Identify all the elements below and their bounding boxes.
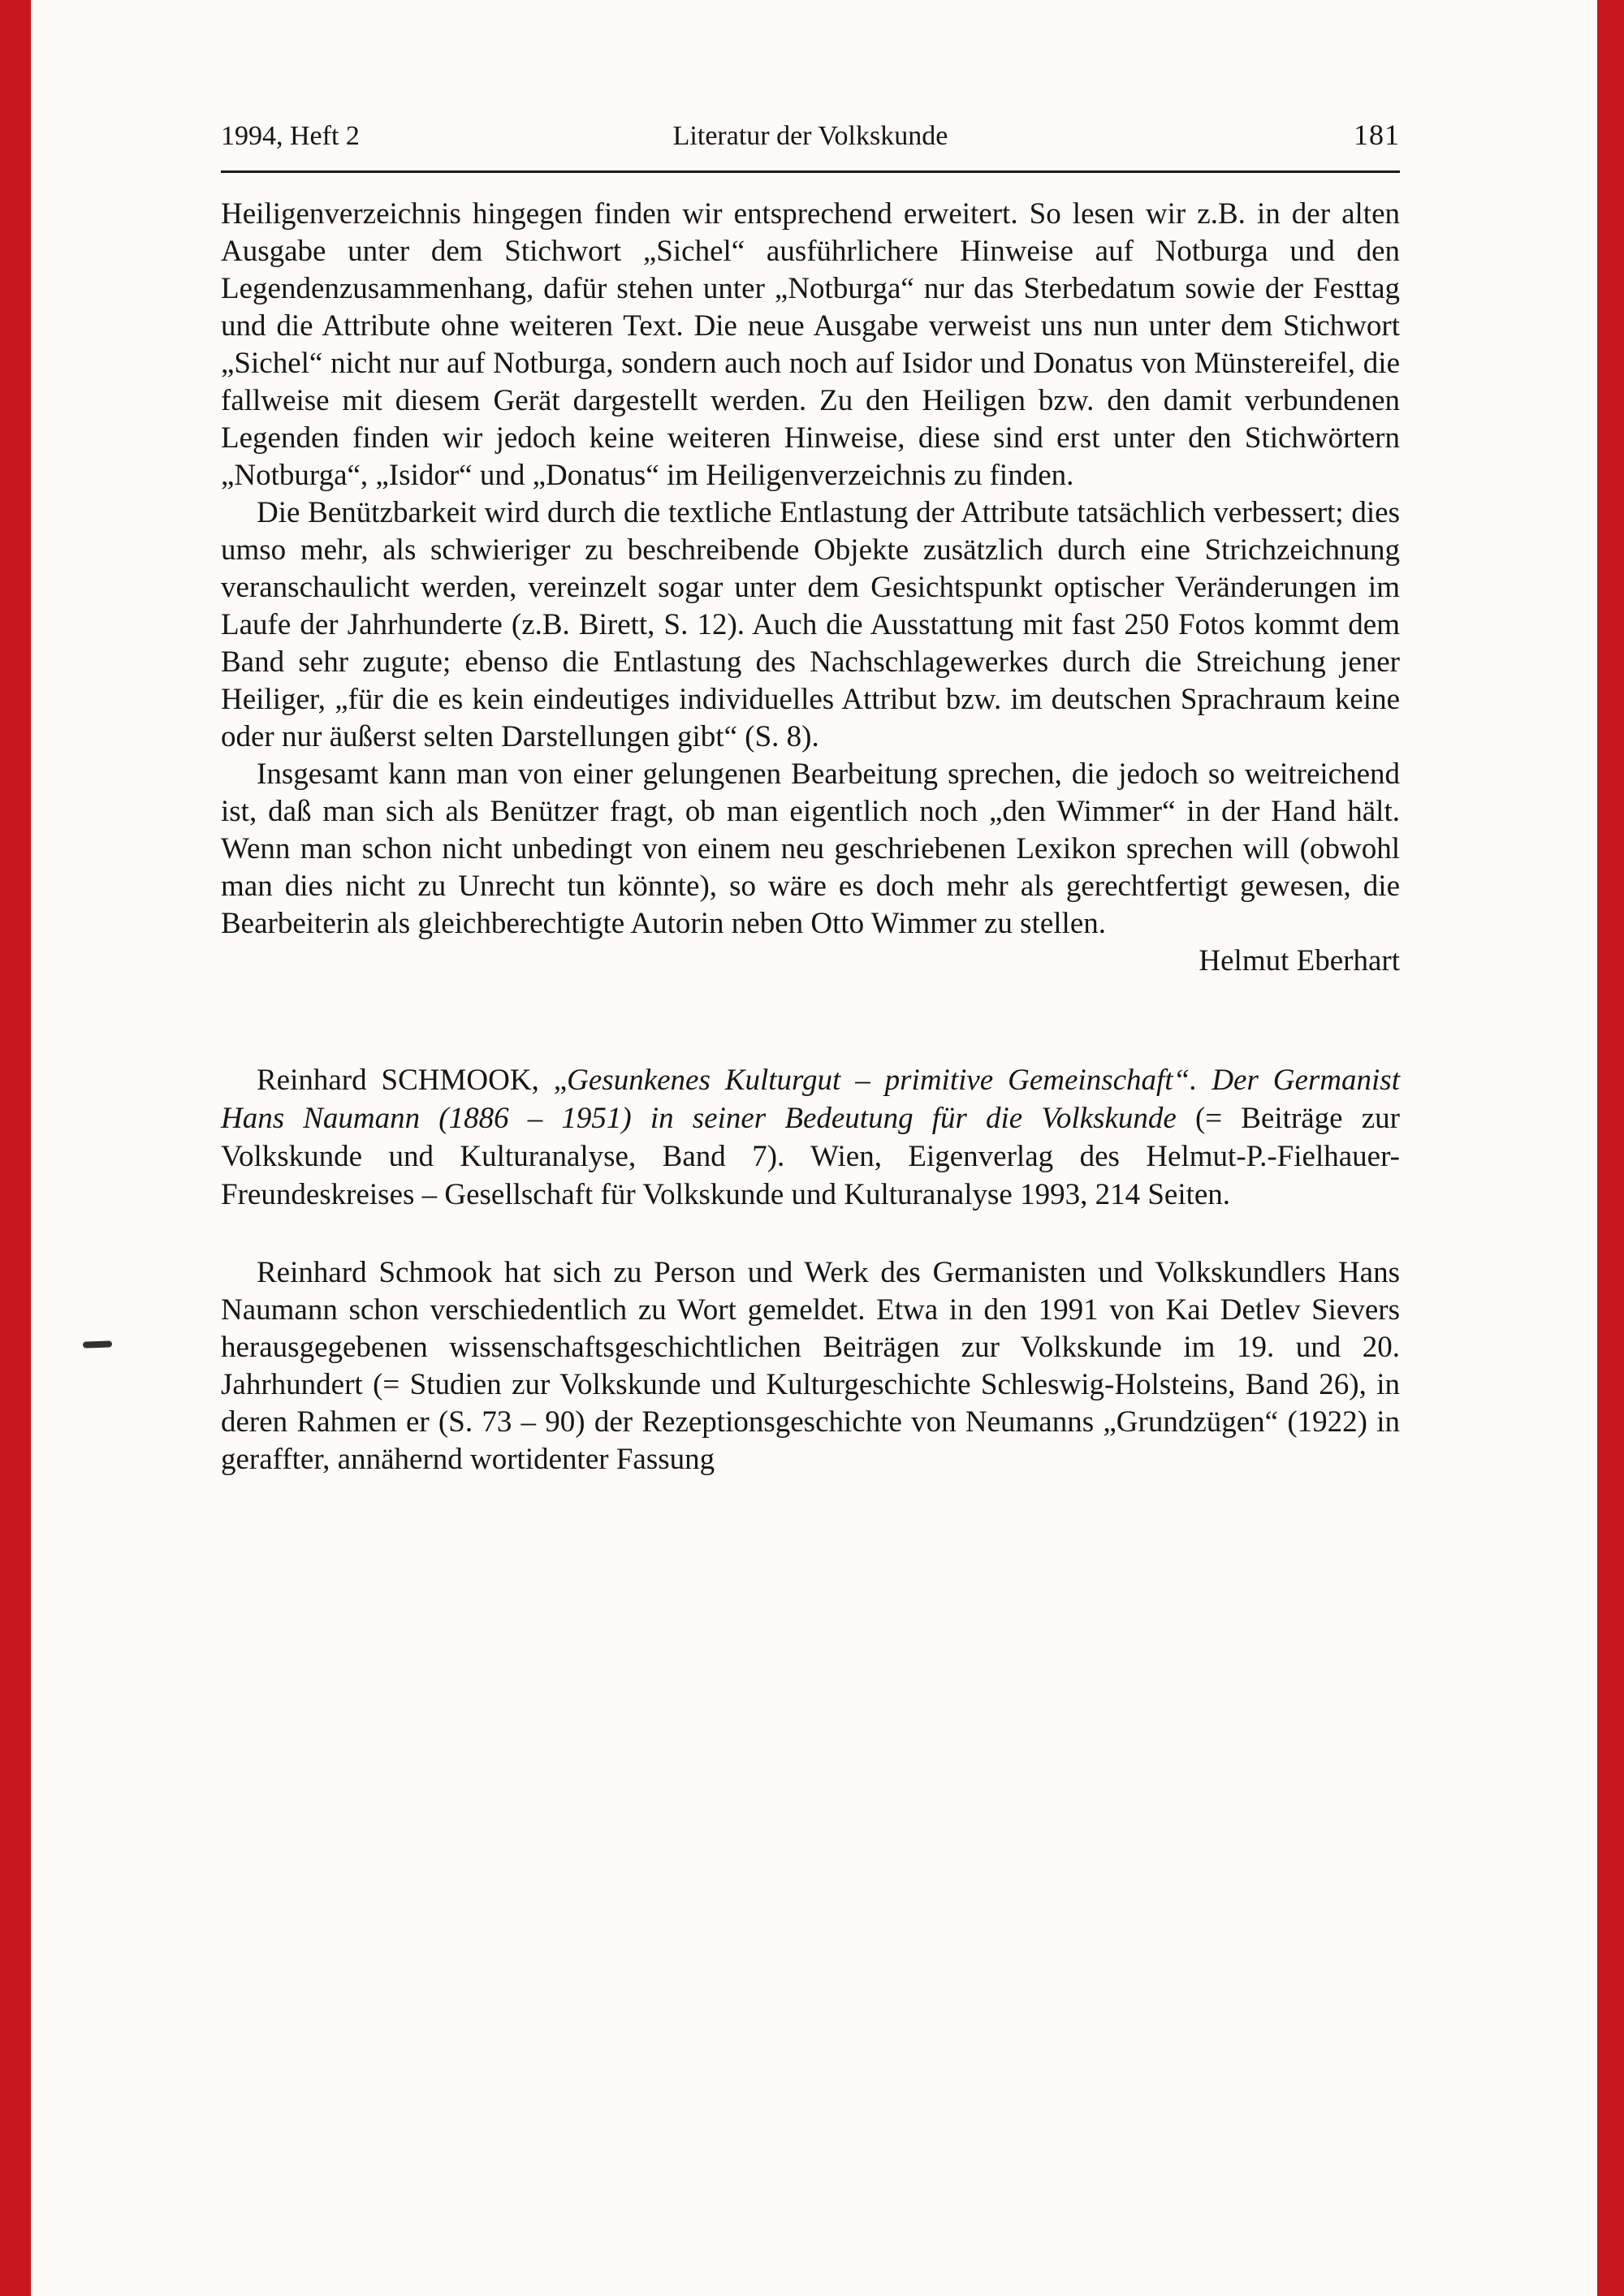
header-rule [221,170,1400,173]
review-body [221,196,1400,943]
reviewer-signature: Helmut Eberhart [1199,944,1400,978]
paragraph: Reinhard Schmook hat sich zu Person und Werk des Germanisten und Volkskundlers Hans Naumann schon verschiedentlich zu Wort gemeldet. Etwa in den 1991 von Kai Detlev Sievers herausgegebenen wissenschaftsgeschichtlichen Beiträgen zur Volkskunde im 19. und 20. Jahrhundert (= Studien zur Volkskunde und Kulturgeschichte Schleswig-Holsteins, Band 26), in deren Rahmen er (S. 73 – 90) der Rezeptionsgeschichte von Neumanns „Grundzügen“ (1922) in geraffter, annähernd wortidenter Fassung [221,1256,1400,1476]
page-content [221,119,1400,1478]
citation-title-italic: Gesunkenes Kulturgut – primitive Gemeinschaft“. Der Germanist Hans Naumann (1886 – 1951) in seiner Bedeutung für die Volkskunde [221,1064,1400,1135]
paragraph: Insgesamt kann man von einer gelungenen Bearbeitung sprechen, die jedoch so weitreichend ist, daß man sich als Benützer fragt, ob man eigentlich noch „den Wimmer“ in der Hand hält. Wenn man schon nicht unbedingt von einem neu geschriebenen Lexikon sprechen will (obwohl man dies nicht zu Unrecht tun könnte), so wäre es doch mehr als gerechtfertigt gewesen, die Bearbeiterin als gleichberechtigte Autorin neben Otto Wimmer zu stellen. [221,757,1400,940]
running-head [221,119,1400,170]
page-number: 181 [1354,119,1400,151]
scan-artifact [83,1340,112,1348]
review-wimmer-eberhart [221,196,1400,980]
citation-text: (= Beiträge zur Volkskunde und Kulturanalyse, Band 7). Wien, Eigenverlag des Helmut-P.-Fielhauer-Freundeskreises – Gesellschaft für Volkskunde und Kulturanalyse 1993, 214 Seiten. [221,1102,1400,1211]
scan-edge-left [0,0,31,2296]
paragraph: Heiligenverzeichnis hingegen finden wir entsprechend erweitert. So lesen wir z.B. in der alten Ausgabe unter dem Stichwort „Sichel“ ausführlichere Hinweise auf Notburga und den Legendenzusammenhang, dafür stehen unter „Notburga“ nur das Sterbedatum sowie der Festtag und die Attribute ohne weiteren Text. Die neue Ausgabe verweist uns nun unter dem Stichwort „Sichel“ nicht nur auf Notburga, sondern auch noch auf Isidor und Donatus von Münstereifel, die fallweise mit diesem Gerät dargestellt werden. Zu den Heiligen bzw. den damit verbundenen Legenden finden wir jedoch keine weiteren Hinweise, diese sind erst unter den Stichwörtern „Notburga“, „Isidor“ und „Donatus“ im Heiligenverzeichnis zu finden. [221,197,1400,492]
citation-text: Reinhard SCHMOOK, „ [257,1064,568,1097]
review-body [221,1254,1400,1478]
journal-issue: 1994, Heft 2 [221,121,360,151]
review-schmook [221,1061,1400,1478]
journal-title: Literatur der Volkskunde [672,121,948,151]
book-citation [221,1061,1400,1214]
paragraph: Die Benützbarkeit wird durch die textliche Entlastung der Attribute tatsächlich verbessert; dies umso mehr, als schwieriger zu beschreibende Objekte zusätzlich durch eine Strichzeichnung veranschaulicht werden, vereinzelt sogar unter dem Gesichtspunkt optischer Veränderungen im Laufe der Jahrhunderte (z.B. Birett, S. 12). Auch die Ausstattung mit fast 250 Fotos kommt dem Band sehr zugute; ebenso die Entlastung des Nachschlagewerkes durch die Streichung jener Heiliger, „für die es kein eindeutiges individuelles Attribut bzw. im deutschen Sprachraum keine oder nur äußerst selten Darstellungen gibt“ (S. 8). [221,496,1400,753]
scan-edge-right [1597,0,1624,2296]
